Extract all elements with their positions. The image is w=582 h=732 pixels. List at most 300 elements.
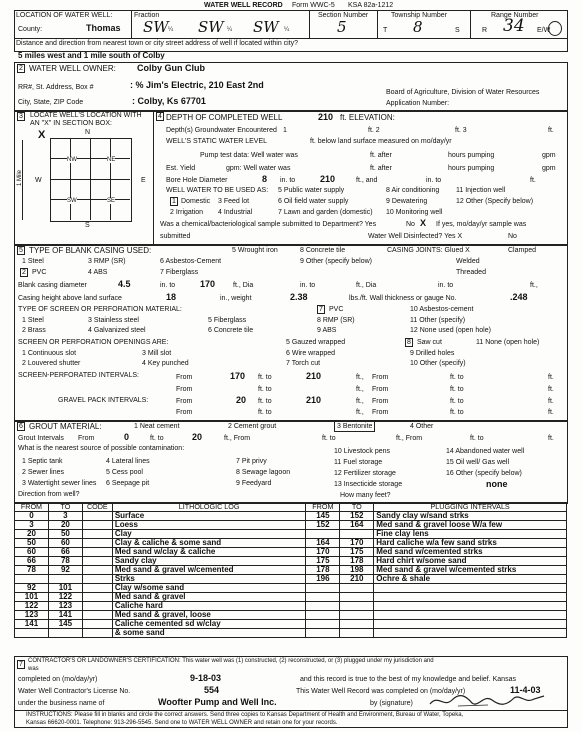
true-record-text: and this record is true to the best of my knowledge and belief. Kansas [300,676,516,683]
log-code [82,521,112,530]
completed-date[interactable]: 9-18-03 [190,673,222,683]
wall-thickness[interactable]: .248 [510,292,528,302]
log-from-2: 178 [306,566,340,575]
log-to-2: 175 [340,548,374,557]
gravel-pack-label: GRAVEL PACK INTERVALS: [58,397,149,404]
log-code [82,629,112,638]
gp-ft-to-2: ft. to [450,398,464,405]
wall-thickness-label: lbs./ft. Wall thickness or gauge No. [349,295,457,302]
casing-weight[interactable]: 2.38 [290,292,308,302]
grout-intervals-label: Grout Intervals [18,435,64,442]
casing-joints-threaded[interactable]: Threaded [456,269,486,276]
log-description-2 [374,629,567,638]
depth-value[interactable]: 210 [318,112,334,122]
quarter-mark: ¼ [284,27,290,33]
log-from: 123 [15,611,49,620]
direction-label: Direction from well? [18,491,80,498]
quarter-mark: ¼ [227,27,233,33]
log-from-2 [306,584,340,593]
pump-ft-after: ft. after [370,152,392,159]
log-code [82,602,112,611]
opening-option-2[interactable]: 2 Louvered shutter [22,360,81,367]
compass-w: W [35,177,42,184]
ew-label: E/W [537,27,551,34]
contam-option-11[interactable]: 11 Fuel storage [334,459,383,466]
log-to-2: 178 [340,557,374,566]
fraction-label: Fraction [134,12,160,19]
log-from-2 [306,530,340,539]
contam-other-value[interactable]: none [486,479,508,489]
township-number-label: Township Number [391,12,448,19]
log-description: Med sand & gravel, loose [112,611,306,620]
log-description: Strks [112,575,306,584]
use-option-10[interactable]: 10 Monitoring well [386,209,443,216]
log-description-2 [374,584,567,593]
disinfected-label: Water Well Disinfected? Yes X [368,233,463,240]
contam-option-13[interactable]: 13 Insecticide storage [334,481,403,488]
log-description: Sandy clay [112,557,306,566]
screen-option-7-selected[interactable]: 7 [319,306,323,313]
log-from: 122 [15,602,49,611]
log-from-2: 175 [306,557,340,566]
log-to-2: 170 [340,539,374,548]
casing-ft-end: ft., [530,282,538,289]
gw-3-label: ft. 3 [455,127,467,134]
casing-option-9[interactable]: 9 Other (specify below) [300,258,372,265]
log-header-from: FROM [15,503,49,512]
bore-diameter[interactable]: 8 [262,174,268,184]
casing-in-to: in. to [160,282,176,289]
contam-option-8[interactable]: 8 Sewage lagoon [236,469,291,476]
grout-to-value[interactable]: 20 [192,432,203,442]
log-code [82,539,112,548]
s-label: S [455,27,460,34]
log-code [82,557,112,566]
section-7-number: 7 [19,661,23,668]
log-from: 60 [15,548,49,557]
log-code [82,548,112,557]
lithologic-log-table [14,502,567,638]
contam-option-9[interactable]: 9 Feedyard [236,480,272,487]
locate-label-line-1: LOCATE WELL'S LOCATION WITH [30,112,142,119]
log-description: Loess [112,521,306,530]
log-from-2 [306,620,340,629]
casing-diameter-label: Blank casing diameter [18,282,87,289]
grout-option-3-selected[interactable]: 3 Bentonite [334,421,375,432]
gw-2-label: ft. 2 [368,127,380,134]
contam-option-3[interactable]: 3 Watertight sewer lines [22,480,97,487]
spi-from-label-2: From [372,374,389,381]
log-from-2 [306,611,340,620]
spi-ft-to-2: ft. to [450,374,464,381]
opening-option-6[interactable]: 6 Wire wrapped [286,350,336,357]
log-code [82,611,112,620]
contam-option-14[interactable]: 14 Abandoned water well [446,448,525,455]
disinfected-no: No [508,233,517,240]
spi-ft-to-3: ft. to [258,386,272,393]
location-x-mark[interactable]: X [38,129,46,141]
log-to: 20 [48,521,82,530]
log-to-2 [340,593,374,602]
county-value[interactable]: Thomas [86,23,121,33]
use-option-5[interactable]: 5 Public water supply [278,187,345,194]
log-description: Med sand & gravel w/cemented [112,566,306,575]
chemical-no-mark[interactable]: X [420,218,427,228]
how-many-feet-label: How many feet? [340,492,391,499]
log-from: 3 [15,521,49,530]
screen-option-8[interactable]: 8 RMP (SR) [317,317,355,324]
grout-ft-to-3: ft. to [470,435,484,442]
casing-option-3[interactable]: 3 RMP (SR) [88,258,126,265]
log-header-row [15,503,567,512]
gw-1-label: 1 [283,127,287,134]
opening-option-8[interactable]: Saw cut [417,339,442,346]
license-label: Water Well Contractor's License No. [18,688,131,695]
gp-ft-to-4: ft. to [450,409,464,416]
use-option-9[interactable]: 9 Dewatering [386,198,428,205]
log-description-2 [374,593,567,602]
casing-joints-welded[interactable]: Welded [456,258,480,265]
section-4-number: 4 [158,113,162,120]
bore-depth[interactable]: 210 [320,174,336,184]
log-to-2: 198 [340,566,374,575]
grout-label: GROUT MATERIAL: [29,422,102,431]
log-from-2: 164 [306,539,340,548]
depth-label: DEPTH OF COMPLETED WELL [166,113,283,122]
instructions-line-1: INSTRUCTIONS: Please fill in blanks and circle the correct answers. Send three copies to Kansas Department of Health and Environment, Bureau of Water, Topeka, [26,712,464,718]
grout-ft-to-2: ft. to [322,435,336,442]
business-name[interactable]: Woofter Pump and Well Inc. [158,697,277,707]
section-6-number: 6 [19,423,23,430]
opening-option-11[interactable]: 11 None (open hole) [476,339,540,346]
log-to-2 [340,620,374,629]
screen-option-3[interactable]: 3 Stainless steel [88,317,139,324]
screen-option-4[interactable]: 4 Galvanized steel [88,327,146,334]
table-row [15,593,567,602]
casing-option-4[interactable]: 4 ABS [88,269,108,276]
license-number[interactable]: 554 [204,685,220,695]
quadrant-nw: NW [67,157,77,163]
openings-label: SCREEN OR PERFORATION OPENINGS ARE: [18,339,169,346]
screen-option-6[interactable]: 6 Concrete tile [208,327,254,334]
use-option-7[interactable]: 7 Lawn and garden (domestic) [278,209,373,216]
log-description: Caliche hard [112,602,306,611]
gp-to-value[interactable]: 210 [306,395,322,405]
range-value[interactable]: 34 [503,16,525,36]
opening-option-5[interactable]: 5 Gauzed wrapped [286,339,346,346]
log-from: 66 [15,557,49,566]
gpm-label: gpm [542,152,556,159]
table-row [15,521,567,530]
use-option-3[interactable]: 3 Feed lot [218,198,250,205]
spi-ft-to-4: ft. to [450,386,464,393]
log-to: 92 [48,566,82,575]
casing-option-1[interactable]: 1 Steel [22,258,44,265]
log-header-to: TO [48,503,82,512]
one-mile-label: 1 Mile [17,169,23,186]
opening-option-7[interactable]: 7 Torch cut [286,360,321,367]
screen-option-2[interactable]: 2 Brass [22,327,46,334]
screen-material-label: TYPE OF SCREEN OR PERFORATION MATERIAL: [18,306,182,313]
grout-option-1[interactable]: 1 Neat cement [134,423,180,430]
township-value[interactable]: 8 [413,18,423,36]
locate-label-line-2: AN "X" IN SECTION BOX: [30,120,112,127]
section-5-number: 5 [19,247,23,254]
casing-joints-glued[interactable]: CASING JOINTS: Glued X [387,247,470,254]
log-description-2: Fine clay lens [374,530,567,539]
log-to [48,629,82,638]
casing-diameter[interactable]: 4.5 [118,279,131,289]
opening-option-1[interactable]: 1 Continuous slot [22,350,77,357]
table-row [15,566,567,575]
opening-option-10[interactable]: 10 Other (specify) [410,360,466,367]
use-option-8[interactable]: 8 Air conditioning [386,187,440,194]
use-option-12[interactable]: 12 Other (Specify below) [456,198,534,205]
quadrant-se: SE [107,198,116,204]
contractor-signature [428,690,546,710]
log-description: Clay [112,530,306,539]
log-header-litho: LITHOLOGIC LOG [112,503,306,512]
grout-from-label: From [78,435,95,442]
log-to-2 [340,629,374,638]
log-to: 78 [48,557,82,566]
screen-intervals-label: SCREEN-PERFORATED INTERVALS: [18,372,139,379]
bore-in-to-2: in. to [426,177,442,184]
yield-label: Est. Yield [166,165,196,172]
casing-height-label: Casing height above land surface [18,295,122,302]
casing-depth[interactable]: 170 [200,279,216,289]
distance-label: Distance and direction from nearest town or city street address of well if located within city? [16,40,299,47]
opening-option-8-selected[interactable]: 8 [407,339,411,346]
log-description-2: Ochre & shale [374,575,567,584]
compass-s: S [85,222,90,229]
grout-ft-end: ft. [548,435,554,442]
range-number-label: Range Number [491,12,539,19]
casing-joints-clamped[interactable]: Clamped [508,247,537,254]
log-description: Med sand & gravel [112,593,306,602]
record-completed-date[interactable]: 11-4-03 [510,685,541,695]
bore-ft-end: ft. [530,177,536,184]
casing-height[interactable]: 18 [166,292,177,302]
chemical-sample-question: Was a chemical/bacteriological sample submitted to Department? Yes [160,221,377,228]
log-to [48,575,82,584]
log-description-2: Med sand & gravel loose W/a few [374,521,567,530]
bore-in-to: in. to [280,177,296,184]
log-to: 60 [48,539,82,548]
spi-to-value[interactable]: 210 [306,371,322,381]
section-number-label: Section Number [318,12,369,19]
contam-option-5[interactable]: 5 Cess pool [106,469,143,476]
board-label: Board of Agriculture, Division of Water Resources [386,89,540,96]
table-row [15,557,567,566]
bore-ft-and: ft., and [356,177,378,184]
log-code [82,566,112,575]
fraction-2-value[interactable]: SW [198,18,224,36]
table-row [15,548,567,557]
table-row [15,602,567,611]
owner-label: WATER WELL OWNER: [29,64,116,73]
log-from-2: 196 [306,575,340,584]
grout-option-2[interactable]: 2 Cement grout [228,423,277,430]
contam-option-1[interactable]: 1 Septic tank [22,458,63,465]
static-level-rest: ft. below land surface measured on mo/day/yr [310,138,452,145]
chemical-sample-date-label: If yes, mo/day/yr sample was [436,221,527,228]
contam-option-7[interactable]: 7 Pit privy [236,458,267,465]
quarter-mark: ¼ [168,27,174,33]
elevation-label: ft. ELEVATION: [340,113,395,122]
grout-ft-to: ft. to [150,435,164,442]
yield-ft-after: ft. after [370,165,392,172]
casing-option-6[interactable]: 6 Asbestos-Cement [160,258,222,265]
use-option-2[interactable]: 2 Irrigation [170,209,204,216]
table-row [15,620,567,629]
log-header-to-2: TO [340,503,374,512]
log-to-2: 164 [340,521,374,530]
fraction-1-value[interactable]: SW [143,18,169,36]
record-completed-label: This Water Well Record was completed on (mo/day/yr) [296,688,466,695]
casing-weight-label: in., weight [220,295,252,302]
contam-option-10[interactable]: 10 Livestock pens [334,448,391,455]
table-row [15,611,567,620]
spi-from-label-3: From [176,386,193,393]
log-description-2: Med sand w/cemented strks [374,548,567,557]
log-description: & some sand [112,629,306,638]
log-description-2 [374,611,567,620]
fraction-3-value[interactable]: SW [253,18,279,36]
r-label: R [482,27,488,34]
log-description-2: Hard caliche w/a few sand strks [374,539,567,548]
table-row [15,539,567,548]
business-name-label: under the business name of [18,700,105,707]
section-2-number: 2 [19,65,23,72]
casing-option-8[interactable]: 8 Concrete tile [300,247,346,254]
grout-from-value[interactable]: 0 [124,432,130,442]
log-to-2: 210 [340,575,374,584]
log-to: 101 [48,584,82,593]
log-header-plugging: PLUGGING INTERVALS [374,503,567,512]
casing-option-2[interactable]: PVC [32,269,47,276]
log-to-2 [340,611,374,620]
log-to: 122 [48,593,82,602]
casing-ft-dia-2: ft., Dia [356,282,377,289]
grout-ft-from: ft., From [224,435,251,442]
log-description: Caliche cemented sd w/clay [112,620,306,629]
bore-label: Bore Hole Diameter [166,177,228,184]
log-code [82,530,112,539]
owner-city[interactable]: : Colby, Ks 67701 [132,96,206,106]
section-3-number: 3 [19,113,23,120]
use-option-11[interactable]: 11 Injection well [456,187,506,194]
screen-option-12[interactable]: 12 None used (open hole) [410,327,491,334]
log-to-2 [340,602,374,611]
table-row [15,584,567,593]
county-label: County: [18,26,43,33]
spi-from-value[interactable]: 170 [230,371,246,381]
groundwater-label: Depth(s) Groundwater Encountered [166,127,277,134]
contamination-label: What is the nearest source of possible contamination: [18,445,185,452]
gw-ft-label: ft. [548,127,554,134]
screen-option-9[interactable]: 9 ABS [317,327,337,334]
section-1-label: LOCATION OF WATER WELL: [16,12,113,19]
contam-option-2[interactable]: 2 Sewer lines [22,469,65,476]
spi-ft-3: ft., [356,386,364,393]
grout-option-4[interactable]: 4 Other [410,423,434,430]
screen-option-5[interactable]: 5 Fiberglass [208,317,247,324]
spi-ft-end: ft. [548,374,554,381]
screen-option-10[interactable]: 10 Asbestos-cement [410,306,474,313]
log-code [82,593,112,602]
log-description: Med sand w/clay & caliche [112,548,306,557]
gp-ft: ft., [356,398,364,405]
contam-option-15[interactable]: 15 Oil well/ Gas well [446,459,510,466]
gp-from-value[interactable]: 20 [236,395,247,405]
contam-option-4[interactable]: 4 Lateral lines [106,458,150,465]
contam-option-6[interactable]: 6 Seepage pit [106,480,150,487]
yield-hours-label: hours pumping [448,165,495,172]
yield-gpm-end: gpm [542,165,556,172]
log-description-2: Med sand & gravel w/cemented strks [374,566,567,575]
gp-from-label: From [176,398,193,405]
log-header-code: CODE [82,503,112,512]
screen-option-11[interactable]: 11 Other (specify) [410,317,466,324]
log-from: 92 [15,584,49,593]
city-label: City, State, ZIP Code [18,99,84,106]
log-to: 123 [48,602,82,611]
form-number: Form WWC-5 [292,2,335,9]
casing-option-5[interactable]: 5 Wrought iron [232,247,278,254]
opening-option-4[interactable]: 4 Key punched [142,360,189,367]
gp-ft-3: ft., [356,409,364,416]
opening-option-9[interactable]: 9 Drilled holes [410,350,455,357]
log-description: Clay w/some sand [112,584,306,593]
distance-value[interactable]: 5 miles west and 1 mile south of Colby [18,51,165,60]
spi-from-label: From [176,374,193,381]
screen-option-1[interactable]: 1 Steel [22,317,44,324]
log-from [15,575,49,584]
log-code [82,575,112,584]
owner-address[interactable]: : % Jim's Electric, 210 East 2nd [130,80,264,90]
spi-ft-to: ft. to [258,374,272,381]
log-from [15,629,49,638]
opening-option-3[interactable]: 3 Mill slot [142,350,172,357]
use-option-6[interactable]: 6 Oil field water supply [278,198,349,205]
screen-option-7[interactable]: PVC [329,306,344,313]
gp-ft-end: ft. [548,398,554,405]
log-description: Surface [112,512,306,521]
log-to-2 [340,584,374,593]
use-label: WELL WATER TO BE USED AS: [166,187,269,194]
spi-from-label-4: From [372,386,389,393]
use-option-4[interactable]: 4 Industrial [218,209,253,216]
quadrant-sw: SW [67,198,77,204]
contam-option-16[interactable]: 16 Other (specify below) [446,470,522,477]
log-to: 50 [48,530,82,539]
completed-label: completed on (mo/day/yr) [18,676,98,683]
contam-option-12[interactable]: 12 Fertilizer storage [334,470,396,477]
log-description: Clay & caliche & some sand [112,539,306,548]
casing-option-7[interactable]: 7 Fiberglass [160,269,199,276]
table-row [15,512,567,521]
casing-option-2-selected[interactable]: 2 [22,269,26,276]
submitted-label: submitted [160,233,191,240]
use-option-1[interactable]: Domestic [181,198,211,205]
section-number-value[interactable]: 5 [337,18,347,36]
gp-from-label-3: From [176,409,193,416]
owner-name[interactable]: Colby Gun Club [137,63,205,73]
table-row [15,530,567,539]
log-from-2: 152 [306,521,340,530]
use-option-1-selected[interactable]: 1 [172,198,176,205]
